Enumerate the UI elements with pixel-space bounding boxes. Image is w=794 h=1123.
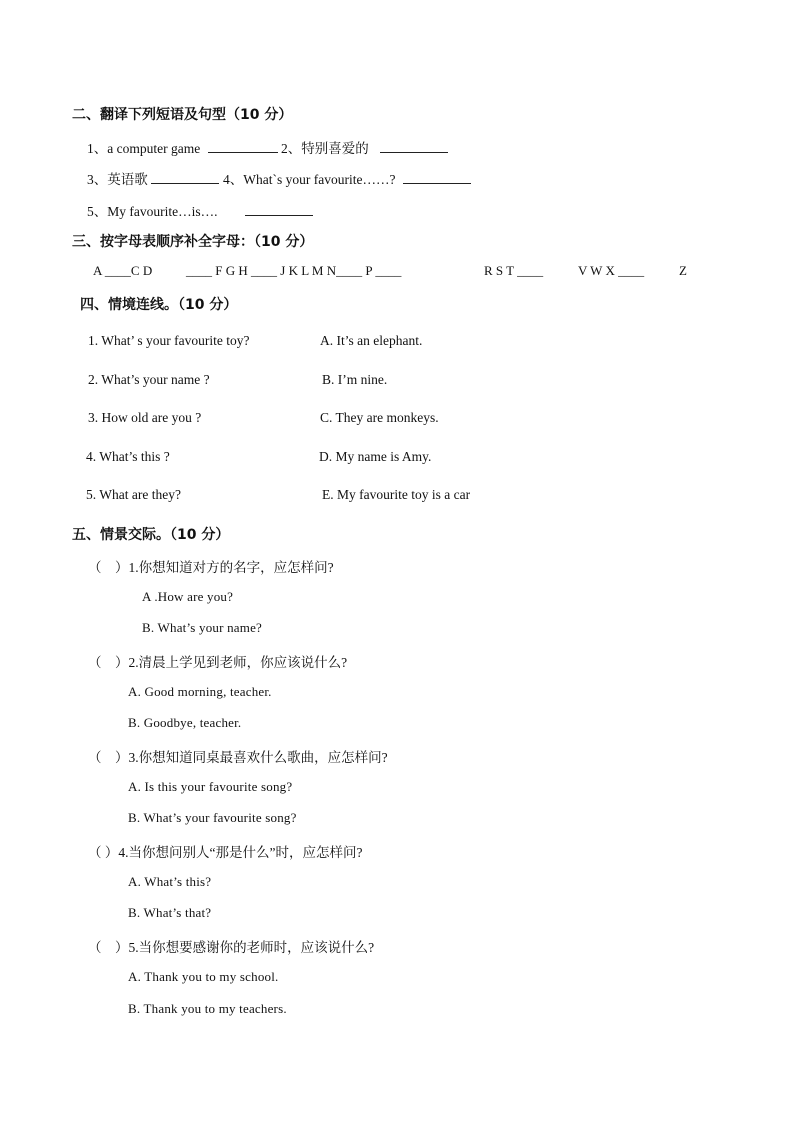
match-question-1[interactable]: 1. What’ s your favourite toy? [88,333,250,348]
match-answer-b[interactable]: B. I’m nine. [322,372,388,387]
dialog-question-1: （ ）1.你想知道对方的名字，应怎样问? [88,560,334,575]
sec2-item-4 [223,168,471,188]
dialog-question-5: （ ）5.当你想要感谢你的老师时，应该说什么? [88,940,375,955]
alphabet-group-4: V W X ____ [578,263,645,278]
match-question-4[interactable]: 4. What’s this ? [86,449,170,464]
alphabet-group-2: ____ F G H ____ J K L M N____ P ____ [186,263,402,278]
alphabet-group-1: A ____C D [93,263,153,278]
match-question-2[interactable]: 2. What’s your name ? [88,372,210,387]
match-answer-a[interactable]: A. It’s an elephant. [320,333,423,348]
match-answer-d[interactable]: D. My name is Amy. [319,449,432,464]
alphabet-group-3: R S T ____ [484,263,544,278]
answer-blank[interactable] [403,171,471,184]
answer-blank[interactable] [151,171,219,184]
dialog-option-2b[interactable]: B. Goodbye, teacher. [128,715,242,730]
dialog-option-4a[interactable]: A. What’s this? [128,874,212,889]
sec2-item-5 [87,200,313,220]
sec2-item-text: 1、a computer game [87,141,201,156]
sec2-item-2 [281,137,448,157]
dialog-option-4b[interactable]: B. What’s that? [128,905,212,920]
dialog-question-4: （ ）4.当你想问别人“那是什么”时，应怎样问? [88,845,363,860]
alphabet-group-5: Z [679,263,687,278]
dialog-question-3: （ ）3.你想知道同桌最喜欢什么歌曲，应怎样问? [88,750,388,765]
section-5-title: 五、情景交际。（10 分） [72,527,230,543]
sec2-item-text: 3、英语歌 [87,172,148,187]
section-4-title: 四、情境连线。（10 分） [80,297,238,313]
sec2-item-text: 2、特别喜爱的 [281,141,369,156]
match-answer-c[interactable]: C. They are monkeys. [320,410,439,425]
dialog-option-5a[interactable]: A. Thank you to my school. [128,969,279,984]
match-question-5[interactable]: 5. What are they? [86,487,181,502]
dialog-question-2: （ ）2.清晨上学见到老师，你应该说什么? [88,655,348,670]
answer-blank[interactable] [208,140,278,153]
dialog-option-5b[interactable]: B. Thank you to my teachers. [128,1001,287,1016]
dialog-option-1b[interactable]: B. What’s your name? [142,620,263,635]
answer-blank[interactable] [380,140,448,153]
dialog-option-3a[interactable]: A. Is this your favourite song? [128,779,293,794]
dialog-option-3b[interactable]: B. What’s your favourite song? [128,810,297,825]
sec2-item-text: 4、What`s your favourite……? [223,172,396,187]
dialog-option-2a[interactable]: A. Good morning, teacher. [128,684,272,699]
sec2-item-text: 5、My favourite…is…. [87,204,218,219]
answer-blank[interactable] [245,203,313,216]
section-2-title: 二、翻译下列短语及句型（10 分） [72,107,293,123]
sec2-item-1 [87,137,278,157]
dialog-option-1a[interactable]: A .How are you? [142,589,234,604]
match-question-3[interactable]: 3. How old are you ? [88,410,202,425]
sec2-item-3 [87,168,219,188]
match-answer-e[interactable]: E. My favourite toy is a car [322,487,471,502]
section-3-title: 三、按字母表顺序补全字母：（10 分） [72,234,314,250]
